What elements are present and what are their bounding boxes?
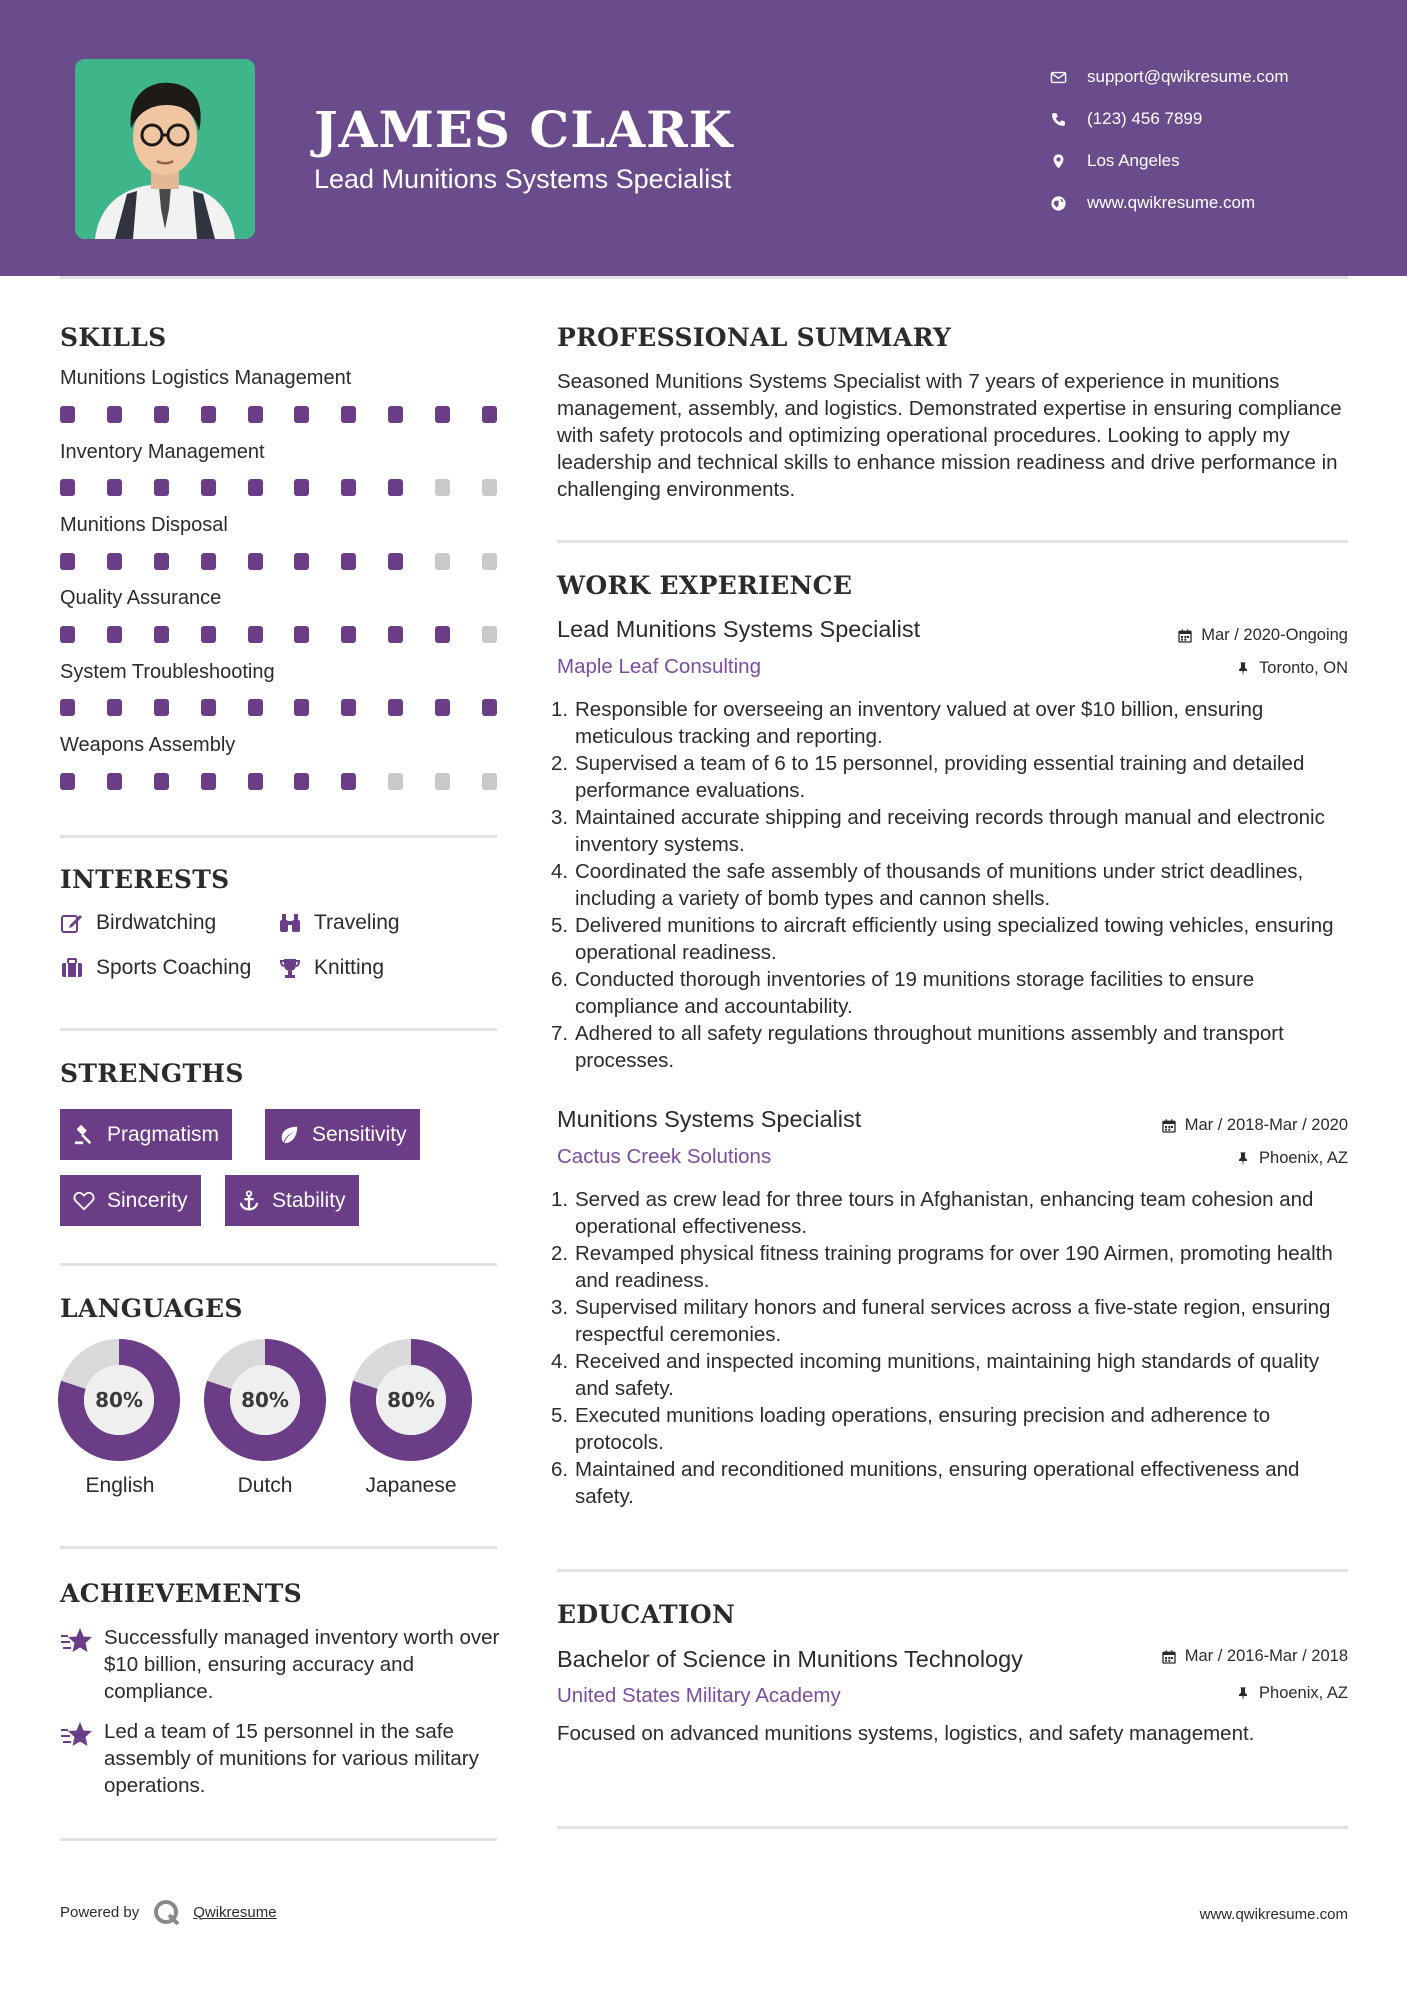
star-icon — [60, 1626, 94, 1656]
job-bullet: 7. Adhered to all safety regulations throughout munitions assembly and transport processes. — [551, 1022, 1284, 1072]
donut-label: 80% — [95, 1388, 143, 1412]
dates-text: Mar / 2020-Ongoing — [1201, 626, 1348, 644]
gavel-icon — [73, 1124, 95, 1146]
briefcase-icon — [60, 956, 84, 980]
skill-dot-filled — [294, 773, 309, 790]
skill-dot-empty — [435, 553, 450, 570]
interest-label: Traveling — [314, 911, 400, 934]
pushpin-icon — [1235, 661, 1251, 677]
anchor-icon — [238, 1190, 260, 1212]
skill-dot-filled — [60, 626, 75, 643]
contact-location — [1050, 140, 1390, 182]
degree-title: Bachelor of Science in Munitions Technology — [557, 1646, 1023, 1672]
skill-rating — [60, 773, 497, 791]
skills-heading: SKILLS — [60, 323, 167, 352]
star-icon — [60, 1720, 94, 1750]
strength-label: Sensitivity — [312, 1122, 407, 1146]
achievement-text: Successfully managed inventory worth over $10 billion, ensuring accuracy and compliance. — [104, 1626, 500, 1703]
section-divider — [557, 1826, 1348, 1829]
job-bullet: 3. Supervised military honors and funeral services across a five-state region, ensuring respectful ceremonies. — [551, 1296, 1331, 1346]
footer-powered-by — [60, 1897, 277, 1927]
skill-dot-filled — [388, 699, 403, 716]
skill-dot-filled — [201, 699, 216, 716]
education-description: Focused on advanced munitions systems, logistics, and safety management. — [557, 1722, 1255, 1745]
skill-dot-filled — [154, 626, 169, 643]
skill-dot-empty — [435, 773, 450, 790]
location-text: Los Angeles — [1087, 151, 1180, 170]
skill-dot-filled — [388, 553, 403, 570]
skill-dot-filled — [60, 773, 75, 790]
strengths-heading: STRENGTHS — [60, 1059, 244, 1088]
skill-dot-filled — [294, 479, 309, 496]
job-bullet: 5. Executed munitions loading operations, ensuring precision and adherence to protocols. — [551, 1404, 1271, 1454]
brand-link[interactable]: Qwikresume — [193, 1903, 277, 1921]
profile-photo — [75, 59, 255, 239]
education-heading: EDUCATION — [557, 1600, 736, 1629]
strength-badge — [60, 1175, 201, 1226]
calendar-icon — [1161, 1118, 1177, 1134]
language-name: English — [85, 1474, 155, 1497]
skill-dot-filled — [107, 479, 122, 496]
leaf-icon — [278, 1124, 300, 1146]
skill-dot-filled — [107, 406, 122, 423]
skill-rating — [60, 626, 497, 644]
interest-label: Knitting — [314, 956, 385, 979]
skill-dot-empty — [388, 773, 403, 790]
skill-dot-filled — [248, 553, 263, 570]
skill-dot-filled — [107, 773, 122, 790]
dates-text: Mar / 2018-Mar / 2020 — [1184, 1116, 1348, 1134]
skill-rating — [60, 553, 497, 571]
job-title: Munitions Systems Specialist — [557, 1106, 862, 1132]
skill-name: Weapons Assembly — [60, 734, 236, 756]
skill-dot-filled — [201, 553, 216, 570]
skill-dot-filled — [341, 773, 356, 790]
skill-dot-filled — [341, 626, 356, 643]
skill-dot-filled — [435, 626, 450, 643]
section-divider — [60, 1028, 497, 1031]
skill-dot-filled — [435, 406, 450, 423]
candidate-title: Lead Munitions Systems Specialist — [314, 164, 732, 194]
header-banner — [0, 0, 1407, 276]
section-divider — [60, 1546, 497, 1549]
achievement-item — [60, 1718, 500, 1799]
person-avatar-icon — [75, 59, 255, 239]
job-bullet: 4. Coordinated the safe assembly of thousands of munitions under strict deadlines, including a variety of bomb types and cannon shells. — [551, 860, 1304, 910]
experience-heading: WORK EXPERIENCE — [557, 571, 853, 600]
skill-dot-filled — [107, 699, 122, 716]
summary-text: Seasoned Munitions Systems Specialist with 7 years of experience in munitions management, assembly, and logistics. Demonstrated expertise in ensuring compliance with safety protocols and optimizing operational procedures. Looking to apply my leadership and technical skills to enhance mission readiness and drive performance in challenging environments. — [557, 370, 1342, 501]
edit-icon — [60, 911, 84, 935]
interests-heading: INTERESTS — [60, 865, 230, 894]
contact-email[interactable] — [1050, 56, 1390, 98]
job-dates — [1161, 1116, 1348, 1135]
skill-dot-filled — [248, 699, 263, 716]
achievements-heading: ACHIEVEMENTS — [60, 1579, 302, 1608]
skill-name: Munitions Logistics Management — [60, 367, 352, 389]
summary-heading: PROFESSIONAL SUMMARY — [557, 323, 952, 352]
achievement-item — [60, 1624, 500, 1705]
language-donut — [350, 1339, 472, 1461]
strength-badge — [225, 1175, 359, 1226]
location-text: Phoenix, AZ — [1259, 1149, 1348, 1167]
skill-dot-filled — [388, 626, 403, 643]
contact-phone[interactable] — [1050, 98, 1390, 140]
language-donut — [58, 1339, 180, 1461]
binoculars-icon — [278, 911, 302, 935]
skill-dot-filled — [248, 479, 263, 496]
skill-rating — [60, 479, 497, 497]
skill-dot-empty — [482, 553, 497, 570]
skill-dot-filled — [154, 553, 169, 570]
job-bullet: 2. Revamped physical fitness training programs for over 190 Airmen, promoting health and readiness. — [551, 1242, 1333, 1292]
interest-item — [60, 911, 216, 935]
skill-dot-filled — [435, 699, 450, 716]
skill-dot-empty — [435, 479, 450, 496]
section-divider — [557, 540, 1348, 543]
skill-dot-filled — [201, 773, 216, 790]
section-divider — [60, 1263, 497, 1266]
job-title: Lead Munitions Systems Specialist — [557, 616, 921, 642]
interest-label: Birdwatching — [96, 911, 217, 934]
skill-rating — [60, 406, 497, 424]
pushpin-icon — [1235, 1686, 1251, 1702]
calendar-icon — [1177, 628, 1193, 644]
phone-icon — [1050, 111, 1087, 128]
job-location — [1235, 1149, 1348, 1168]
skill-rating — [60, 699, 497, 717]
company-name: Maple Leaf Consulting — [557, 655, 761, 678]
skill-dot-filled — [482, 406, 497, 423]
job-bullet: 6. Conducted thorough inventories of 19 munitions storage facilities to ensure compliance and accountability. — [551, 968, 1255, 1018]
donut-label: 80% — [387, 1388, 435, 1412]
qwikresume-logo-icon — [151, 1897, 181, 1927]
skill-dot-filled — [248, 406, 263, 423]
skill-dot-filled — [482, 699, 497, 716]
skill-dot-filled — [294, 699, 309, 716]
skill-dot-filled — [60, 479, 75, 496]
interest-item — [278, 911, 400, 935]
header-divider — [60, 276, 1348, 279]
interest-label: Sports Coaching — [96, 956, 252, 979]
languages-heading: LANGUAGES — [60, 1294, 243, 1323]
skill-dot-filled — [341, 479, 356, 496]
language-name: Japanese — [365, 1474, 457, 1497]
email-text: support@qwikresume.com — [1087, 67, 1289, 86]
skill-name: System Troubleshooting — [60, 661, 275, 683]
language-name: Dutch — [237, 1474, 293, 1497]
location-text: Phoenix, AZ — [1259, 1684, 1348, 1702]
skill-dot-filled — [341, 699, 356, 716]
skill-name: Munitions Disposal — [60, 514, 228, 536]
achievement-text: Led a team of 15 personnel in the safe assembly of munitions for various military operations. — [104, 1720, 479, 1797]
map-pin-icon — [1050, 153, 1087, 170]
skill-dot-filled — [154, 479, 169, 496]
dates-text: Mar / 2016-Mar / 2018 — [1184, 1647, 1348, 1665]
section-divider — [60, 835, 497, 838]
pushpin-icon — [1235, 1151, 1251, 1167]
strength-badge — [60, 1109, 232, 1160]
education-dates — [1161, 1647, 1348, 1666]
calendar-icon — [1161, 1649, 1177, 1665]
language-donut — [204, 1339, 326, 1461]
contact-website[interactable] — [1050, 182, 1390, 224]
skill-dot-filled — [248, 626, 263, 643]
strength-badge — [265, 1109, 420, 1160]
skill-name: Inventory Management — [60, 441, 265, 463]
skill-dot-filled — [341, 406, 356, 423]
skill-dot-filled — [154, 406, 169, 423]
skill-dot-filled — [107, 626, 122, 643]
skill-dot-filled — [60, 699, 75, 716]
candidate-name: JAMES CLARK — [314, 100, 734, 159]
job-bullets — [551, 696, 1357, 1074]
powered-by-text: Powered by — [60, 1903, 140, 1921]
skill-dot-filled — [294, 553, 309, 570]
skill-dot-filled — [294, 406, 309, 423]
phone-text: (123) 456 7899 — [1087, 109, 1203, 128]
skill-dot-filled — [107, 553, 122, 570]
skill-dot-filled — [341, 553, 356, 570]
skill-dot-filled — [294, 626, 309, 643]
contact-list — [1050, 56, 1390, 224]
skill-dot-empty — [482, 479, 497, 496]
trophy-icon — [278, 956, 302, 980]
strength-label: Stability — [272, 1188, 346, 1212]
strength-label: Sincerity — [107, 1188, 188, 1212]
envelope-icon — [1050, 69, 1087, 86]
education-location — [1235, 1684, 1348, 1703]
company-name: Cactus Creek Solutions — [557, 1145, 772, 1168]
section-divider — [60, 1838, 497, 1841]
skill-name: Quality Assurance — [60, 587, 222, 609]
skill-dot-filled — [60, 553, 75, 570]
skill-dot-filled — [201, 479, 216, 496]
school-name: United States Military Academy — [557, 1684, 841, 1707]
footer-website[interactable]: www.qwikresume.com — [1199, 1906, 1348, 1923]
location-text: Toronto, ON — [1259, 659, 1348, 677]
globe-icon — [1050, 195, 1087, 212]
skill-dot-filled — [154, 773, 169, 790]
skill-dot-filled — [201, 626, 216, 643]
skill-dot-filled — [388, 479, 403, 496]
job-bullet: 4. Received and inspected incoming munitions, maintaining high standards of quality and safety. — [551, 1350, 1320, 1400]
website-text: www.qwikresume.com — [1087, 193, 1256, 212]
job-bullet: 2. Supervised a team of 6 to 15 personnel, providing essential training and detailed performance evaluations. — [551, 752, 1305, 802]
skill-dot-filled — [60, 406, 75, 423]
heart-icon — [73, 1190, 95, 1212]
job-dates — [1177, 626, 1348, 645]
job-bullet: 1. Responsible for overseeing an inventory valued at over $10 billion, ensuring meticulous tracking and reporting. — [551, 698, 1264, 748]
donut-label: 80% — [241, 1388, 289, 1412]
strength-label: Pragmatism — [107, 1122, 220, 1146]
interest-item — [278, 956, 384, 980]
skill-dot-empty — [482, 626, 497, 643]
skill-dot-filled — [154, 699, 169, 716]
skill-dot-empty — [482, 773, 497, 790]
interest-item — [60, 956, 251, 980]
job-bullet: 1. Served as crew lead for three tours in Afghanistan, enhancing team cohesion and operational effectiveness. — [551, 1188, 1314, 1238]
skill-dot-filled — [201, 406, 216, 423]
job-bullet: 5. Delivered munitions to aircraft efficiently using specialized towing vehicles, ensuring operational readiness. — [551, 914, 1334, 964]
skill-dot-filled — [388, 406, 403, 423]
job-bullet: 3. Maintained accurate shipping and receiving records through manual and electronic inventory systems. — [551, 806, 1325, 856]
job-location — [1235, 659, 1348, 678]
job-bullet: 6. Maintained and reconditioned munitions, ensuring operational effectiveness and safety. — [551, 1458, 1300, 1508]
job-bullets — [551, 1186, 1357, 1510]
skill-dot-filled — [248, 773, 263, 790]
section-divider — [557, 1569, 1348, 1572]
